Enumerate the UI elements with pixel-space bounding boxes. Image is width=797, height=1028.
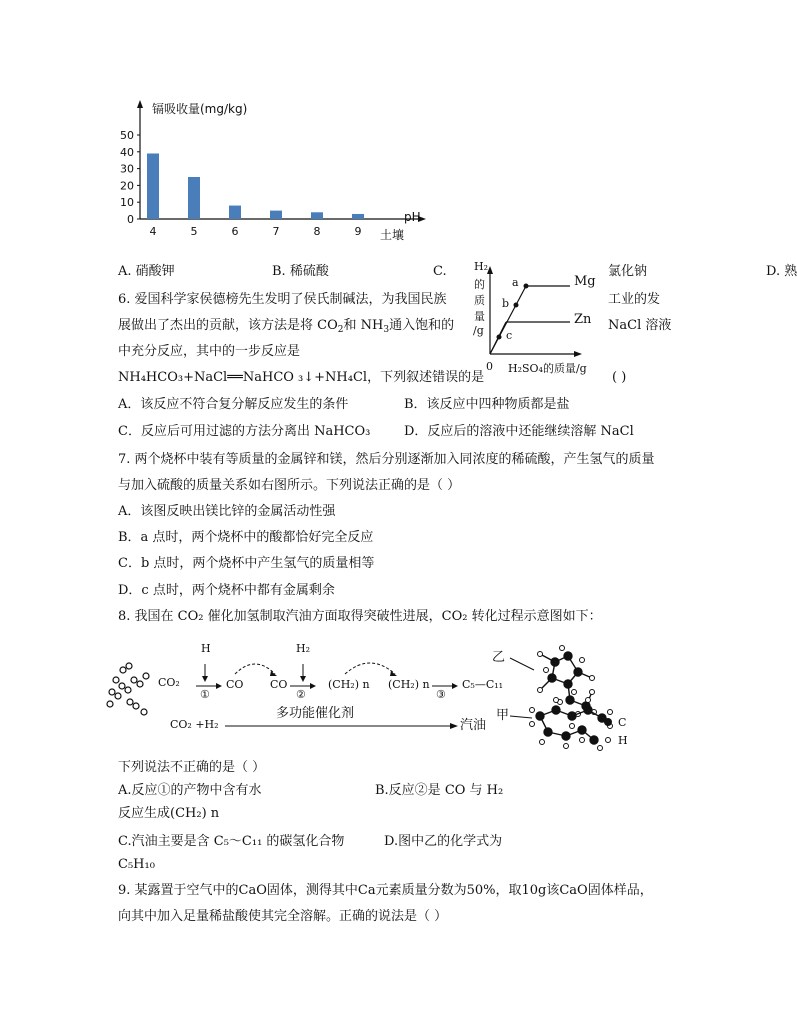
q6-line1-tail: 工业的发 [608, 292, 661, 307]
graph-y-label-h2: H₂ [474, 260, 489, 273]
q6-option-b: B．该反应中四种物质都是盐 [404, 397, 570, 412]
graph-y-label-3: 量 [474, 310, 485, 323]
q8-line1: 8. 我国在 CO₂ 催化加氢制取汽油方面取得突破性进展，CO₂ 转化过程示意图如下： [118, 609, 602, 624]
x-tick-label-7: 7 [272, 225, 280, 238]
q6-equation: NH₄HCO₃+NaCl══NaHCO ₃↓+NH₄Cl，下列叙述错误的是 [118, 370, 485, 385]
cadmium-bar-chart [110, 95, 420, 245]
q8-option-d-cont: C₅H₁₀ [118, 857, 155, 872]
q7-line2: 与加入硫酸的质量关系如右图所示。下列说法正确的是（ ） [118, 478, 461, 493]
graph-y-label-2: 质 [474, 294, 485, 307]
q7-line1: 7. 两个烧杯中装有等质量的金属锌和镁，然后分别逐渐加入同浓度的稀硫酸，产生氢气的质量 [118, 452, 655, 467]
diagram-co2: CO₂ [158, 676, 180, 689]
point-c-marker [497, 335, 502, 340]
q5-option-d: D. 熟 [766, 264, 797, 279]
diagram-catalyst: 多功能催化剂 [276, 706, 355, 721]
q5-option-c: C. [433, 264, 447, 279]
q5-option-a: A. 硝酸钾 [118, 264, 175, 279]
q8-option-a: A.反应①的产物中含有水 [118, 783, 262, 798]
diagram-co-b: CO [270, 678, 288, 691]
q5-option-c-tail: 氯化钠 [608, 264, 648, 279]
q6-line1: 6. 爱国科学家侯德榜先生发明了侯氏制碱法，为我国民族 [118, 292, 447, 307]
q9-line1: 9. 某露置于空气中的CaO固体，测得其中Ca元素质量分数为50%，取10g该CaO固体样品， [118, 883, 653, 898]
diagram-h: H [201, 642, 211, 655]
graph-origin: 0 [486, 360, 493, 373]
diagram-legend-h: H [618, 734, 628, 747]
q6-line2-tail: NaCl 溶液 [608, 318, 672, 333]
q7-option-b: B．a 点时，两个烧杯中的酸都恰好完全反应 [118, 530, 374, 545]
q7-option-a: A．该图反映出镁比锌的金属活动性强 [118, 504, 336, 519]
legend-carbon-atom [604, 718, 612, 726]
graph-point-a: a [512, 276, 519, 289]
bar-ph-5 [188, 177, 200, 219]
graph-point-c: c [506, 329, 513, 342]
y-tick-label-40: 40 [120, 145, 134, 159]
x-axis-label-soil: 土壤 [380, 228, 405, 242]
q7-option-d: D．c 点时，两个烧杯中都有金属剩余 [118, 583, 335, 598]
q5-option-b: B. 稀硫酸 [272, 264, 329, 279]
x-axis-label: pH [404, 210, 421, 224]
diagram-co2h2: CO₂ +H₂ [170, 718, 219, 731]
diagram-gasoline: 汽油 [460, 718, 487, 733]
q8-question: 下列说法不正确的是（ ） [118, 760, 266, 775]
diagram-legend-c: C [618, 716, 627, 729]
bar-ph-9 [352, 214, 364, 219]
diagram-ch2-b: (CH₂) n [388, 678, 430, 691]
x-tick-label-5: 5 [190, 225, 198, 238]
graph-y-label-4: /g [473, 324, 484, 337]
y-axis-arrow [137, 100, 143, 108]
bar-ph-4 [147, 153, 159, 219]
x-tick-label-4: 4 [149, 225, 157, 238]
q6-line2: 展做出了杰出的贡献，该方法是将 $CO_2$和 $NH_3$通入饱和的 [118, 318, 455, 335]
x-tick-label-8: 8 [313, 225, 321, 238]
diagram-step2: ② [296, 688, 306, 701]
y-tick-label-50: 50 [120, 129, 134, 142]
q8-option-c: C.汽油主要是含 C₅～C₁₁ 的碳氢化合物 [118, 834, 345, 849]
graph-y-label-1: 的 [474, 278, 485, 291]
legend-hydrogen-atom [606, 738, 611, 743]
q6-option-c: C．反应后可用过滤的方法分离出 NaHCO₃ [118, 424, 371, 439]
q6-answer-paren: ( ) [612, 370, 627, 385]
q6-line3: 中充分反应，其中的一步反应是 [118, 344, 301, 359]
q6-option-a: A．该反应不符合复分解反应发生的条件 [118, 397, 349, 412]
diagram-ch2-a: (CH₂) n [328, 678, 370, 691]
point-b-marker [514, 303, 519, 308]
q8-option-b: B.反应②是 CO 与 H₂ [375, 783, 504, 798]
diagram-yi: 乙 [492, 650, 506, 665]
q8-option-d: D.图中乙的化学式为 [384, 834, 503, 849]
q7-option-c: C．b 点时，两个烧杯中产生氢气的质量相等 [118, 556, 375, 571]
q6-option-d: D．反应后的溶液中还能继续溶解 NaCl [404, 424, 634, 439]
bar-ph-7 [270, 211, 282, 219]
diagram-step3: ③ [436, 688, 446, 701]
diagram-c5c11: C₅—C₁₁ [462, 678, 504, 691]
q9-line2: 向其中加入足量稀盐酸使其完全溶解。正确的说法是（ ） [118, 909, 448, 924]
y-tick-label-0: 0 [127, 213, 134, 226]
x-tick-label-6: 6 [231, 225, 239, 238]
hydrogen-mass-graph [466, 256, 606, 378]
y-tick-label-30: 30 [120, 162, 134, 176]
q8-option-b-cont: 反应生成(CH₂) n [118, 806, 220, 821]
bar-ph-6 [229, 206, 241, 219]
point-a-marker [524, 284, 529, 289]
x-tick-label-9: 9 [354, 225, 362, 238]
y-tick-label-20: 20 [120, 179, 134, 193]
diagram-step1: ① [200, 688, 210, 701]
graph-zn-label: Zn [574, 312, 592, 327]
bar-ph-8 [311, 212, 323, 219]
graph-x-label: H₂SO₄的质量/g [508, 362, 587, 375]
graph-point-b: b [502, 297, 510, 310]
diagram-co-a: CO [226, 678, 244, 691]
diagram-jia: 甲 [496, 708, 510, 723]
graph-mg-label: Mg [574, 274, 596, 289]
y-tick-label-10: 10 [120, 196, 134, 210]
y-axis-label: 镉吸收量(mg/kg) [152, 102, 248, 116]
diagram-h2: H₂ [296, 642, 311, 655]
co2-conversion-diagram [100, 636, 640, 756]
